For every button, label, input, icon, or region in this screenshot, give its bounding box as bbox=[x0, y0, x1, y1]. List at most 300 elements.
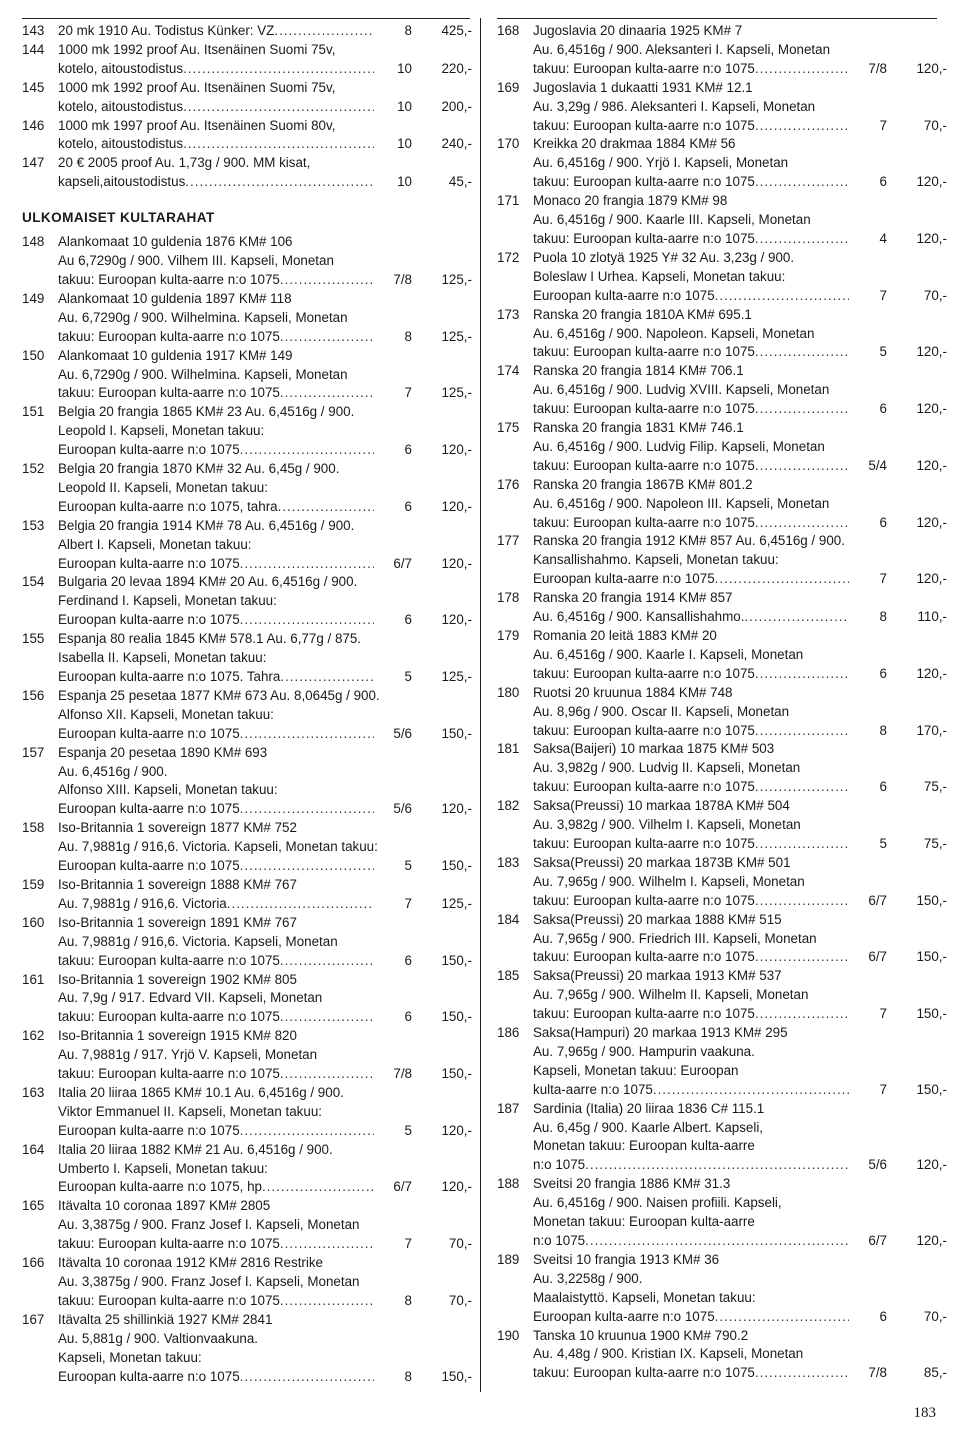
lot-line bbox=[22, 838, 472, 857]
lot-description: Euroopan kulta-aarre n:o 1075, hp bbox=[58, 1179, 262, 1195]
dot-leader bbox=[240, 1368, 374, 1387]
lot-price: 150,- bbox=[441, 1009, 472, 1025]
lot-line bbox=[22, 1160, 472, 1179]
lot-number: 160 bbox=[22, 914, 45, 930]
lot-entry bbox=[497, 627, 947, 684]
lot-line bbox=[22, 366, 472, 385]
condition-grade: 4 bbox=[879, 230, 887, 246]
lot-description: takuu: Euroopan kulta-aarre n:o 1075 bbox=[533, 1006, 755, 1022]
lot-description: Ranska 20 frangia 1914 KM# 857 bbox=[533, 590, 733, 606]
lot-entry bbox=[497, 192, 947, 249]
lot-line bbox=[22, 1065, 472, 1084]
dot-leader bbox=[280, 384, 374, 403]
lot-line bbox=[22, 1008, 472, 1027]
lot-line bbox=[497, 854, 947, 873]
lot-price: 85,- bbox=[923, 1365, 947, 1381]
lot-description: Espanja 25 pesetaa 1877 KM# 673 Au. 8,0645g / 900. bbox=[58, 687, 380, 703]
lot-description: Monetan takuu: Euroopan kulta-aarre bbox=[533, 1214, 755, 1230]
lot-description: Saksa(Baijeri) 10 markaa 1875 KM# 503 bbox=[533, 741, 775, 757]
lot-price: 120,- bbox=[916, 174, 947, 190]
lot-line bbox=[497, 778, 947, 797]
lot-entry bbox=[497, 1175, 947, 1251]
dot-leader bbox=[240, 800, 374, 819]
lot-line bbox=[22, 1273, 472, 1292]
lot-number: 167 bbox=[22, 1311, 45, 1327]
lot-line bbox=[22, 1103, 472, 1122]
lot-entry bbox=[497, 911, 947, 968]
lot-description: Euroopan kulta-aarre n:o 1075 bbox=[58, 612, 240, 628]
lot-description: Au. 6,4516g / 900. Aleksanteri I. Kapseli, Monetan bbox=[533, 41, 831, 57]
lot-description: n:o 1075 bbox=[533, 1157, 586, 1173]
lot-price: 75,- bbox=[923, 779, 947, 795]
lot-description: Au. 7,965g / 900. Friedrich III. Kapseli, Monetan bbox=[533, 930, 817, 946]
lot-description: 1000 mk 1997 proof Au. Itsenäinen Suomi 80v, bbox=[58, 117, 336, 133]
lot-price: 120,- bbox=[441, 555, 472, 571]
lot-line bbox=[22, 1197, 472, 1216]
lot-line bbox=[22, 309, 472, 328]
lot-line bbox=[22, 41, 472, 60]
lot-number: 166 bbox=[22, 1255, 45, 1271]
dot-leader bbox=[744, 608, 849, 627]
lot-description: Ranska 20 frangia 1814 KM# 706.1 bbox=[533, 363, 744, 379]
lot-description: Alankomaat 10 guldenia 1917 KM# 149 bbox=[58, 347, 293, 363]
lot-number: 146 bbox=[22, 117, 45, 133]
lot-line bbox=[497, 1062, 947, 1081]
lot-description: takuu: Euroopan kulta-aarre n:o 1075 bbox=[58, 952, 280, 968]
condition-grade: 6/7 bbox=[393, 1179, 412, 1195]
lot-number: 153 bbox=[22, 517, 45, 533]
lot-line bbox=[497, 41, 947, 60]
lot-description: Au. 6,4516g / 900. Kaarle I. Kapseli, Monetan bbox=[533, 646, 804, 662]
condition-grade: 7 bbox=[879, 1006, 887, 1022]
lot-line bbox=[22, 1254, 472, 1273]
lot-line bbox=[22, 22, 472, 41]
lot-description: takuu: Euroopan kulta-aarre n:o 1075 bbox=[58, 328, 280, 344]
lot-line bbox=[22, 479, 472, 498]
lot-line bbox=[497, 967, 947, 986]
lot-description: Iso-Britannia 1 sovereign 1877 KM# 752 bbox=[58, 820, 297, 836]
lot-line bbox=[497, 1119, 947, 1138]
condition-grade: 8 bbox=[404, 23, 412, 38]
lot-description: takuu: Euroopan kulta-aarre n:o 1075 bbox=[533, 174, 755, 190]
lot-description: Sveitsi 20 frangia 1886 KM# 31.3 bbox=[533, 1176, 731, 1192]
lot-line bbox=[497, 1043, 947, 1062]
lot-entry bbox=[497, 306, 947, 363]
condition-grade: 7 bbox=[879, 571, 887, 587]
condition-grade: 6 bbox=[879, 665, 887, 681]
lot-number: 186 bbox=[497, 1025, 520, 1041]
condition-grade: 5/6 bbox=[868, 1157, 887, 1173]
lot-line bbox=[22, 668, 472, 687]
condition-grade: 6 bbox=[879, 514, 887, 530]
lot-description: Iso-Britannia 1 sovereign 1915 KM# 820 bbox=[58, 1028, 297, 1044]
lot-line bbox=[22, 79, 472, 98]
lot-line bbox=[22, 441, 472, 460]
condition-grade: 7 bbox=[879, 1081, 887, 1097]
lot-line bbox=[497, 287, 947, 306]
lot-number: 189 bbox=[497, 1251, 520, 1267]
lot-line bbox=[497, 1194, 947, 1213]
lot-line bbox=[22, 592, 472, 611]
lot-price: 120,- bbox=[916, 571, 947, 587]
dot-leader bbox=[240, 611, 374, 630]
lot-price: 70,- bbox=[923, 117, 947, 133]
lot-description: Au. 6,4516g / 900. Ludvig XVIII. Kapseli, Monetan bbox=[533, 382, 830, 398]
dot-leader bbox=[280, 1235, 374, 1254]
lot-price: 120,- bbox=[916, 401, 947, 417]
lot-entry bbox=[22, 914, 472, 971]
lot-number: 172 bbox=[497, 249, 520, 265]
lot-price: 70,- bbox=[448, 1236, 472, 1252]
catalog-column-left bbox=[22, 22, 472, 1386]
lot-description: Iso-Britannia 1 sovereign 1888 KM# 767 bbox=[58, 876, 297, 892]
lot-price: 120,- bbox=[441, 498, 472, 514]
lot-entry bbox=[22, 744, 472, 820]
lot-line bbox=[22, 687, 472, 706]
lot-price: 120,- bbox=[441, 442, 472, 458]
lot-line bbox=[22, 1368, 472, 1387]
condition-grade: 7 bbox=[404, 1236, 412, 1252]
column-divider bbox=[480, 18, 481, 1392]
condition-grade: 5 bbox=[404, 1122, 412, 1138]
lot-number: 178 bbox=[497, 590, 520, 606]
lot-number: 150 bbox=[22, 347, 45, 363]
lot-entry bbox=[22, 1254, 472, 1311]
lot-line bbox=[497, 1270, 947, 1289]
lot-line bbox=[22, 555, 472, 574]
lot-number: 170 bbox=[497, 136, 520, 152]
condition-grade: 6 bbox=[404, 1009, 412, 1025]
lot-line bbox=[22, 800, 472, 819]
lot-line bbox=[497, 98, 947, 117]
dot-leader bbox=[715, 1308, 849, 1327]
condition-grade: 6 bbox=[404, 612, 412, 628]
lot-description: takuu: Euroopan kulta-aarre n:o 1075 bbox=[58, 385, 280, 401]
lot-line bbox=[497, 1156, 947, 1175]
lot-description: Au. 7,965g / 900. Wilhelm I. Kapseli, Monetan bbox=[533, 873, 805, 889]
condition-grade: 6/7 bbox=[868, 949, 887, 965]
lot-line bbox=[22, 819, 472, 838]
lot-price: 70,- bbox=[448, 1292, 472, 1308]
lot-entry bbox=[22, 233, 472, 290]
condition-grade: 8 bbox=[404, 328, 412, 344]
lot-description: takuu: Euroopan kulta-aarre n:o 1075 bbox=[58, 271, 280, 287]
lot-description: Romania 20 leitä 1883 KM# 20 bbox=[533, 628, 717, 643]
lot-description: Au. 3,982g / 900. Vilhelm I. Kapseli, Monetan bbox=[533, 817, 801, 833]
lot-number: 151 bbox=[22, 404, 45, 420]
dot-leader bbox=[755, 173, 849, 192]
lot-line bbox=[22, 1122, 472, 1141]
condition-grade: 5 bbox=[879, 835, 887, 851]
dot-leader bbox=[262, 1178, 374, 1197]
lot-line bbox=[497, 306, 947, 325]
lot-number: 145 bbox=[22, 79, 45, 95]
lot-description: Saksa(Preussi) 10 markaa 1878A KM# 504 bbox=[533, 798, 790, 814]
lot-price: 45,- bbox=[448, 174, 472, 190]
lot-line bbox=[497, 230, 947, 249]
lot-description: Euroopan kulta-aarre n:o 1075, tahra bbox=[58, 498, 278, 514]
lot-description: Jugoslavia 1 dukaatti 1931 KM# 12.1 bbox=[533, 79, 753, 95]
lot-entry bbox=[497, 79, 947, 136]
lot-line bbox=[497, 1308, 947, 1327]
section-heading: ULKOMAISET KULTARAHAT bbox=[22, 210, 215, 226]
lot-number: 154 bbox=[22, 574, 45, 590]
lot-description: Au. 7,965g / 900. Hampurin vaakuna. bbox=[533, 1043, 755, 1059]
lot-entry bbox=[497, 532, 947, 589]
lot-line bbox=[22, 60, 472, 79]
lot-number: 168 bbox=[497, 23, 520, 38]
lot-number: 173 bbox=[497, 306, 520, 322]
condition-grade: 6 bbox=[404, 498, 412, 514]
lot-line bbox=[22, 914, 472, 933]
lot-line bbox=[497, 211, 947, 230]
lot-description: Sardinia (Italia) 20 liiraa 1836 C# 115.1 bbox=[533, 1100, 765, 1116]
condition-grade: 10 bbox=[397, 98, 412, 114]
top-rule-left bbox=[22, 18, 470, 19]
lot-description: Au. 6,4516g / 900. Napoleon. Kapseli, Monetan bbox=[533, 325, 815, 341]
lot-line bbox=[22, 971, 472, 990]
lot-description: takuu: Euroopan kulta-aarre n:o 1075 bbox=[533, 401, 755, 417]
lot-line bbox=[497, 1232, 947, 1251]
condition-grade: 10 bbox=[397, 174, 412, 190]
lot-entry bbox=[497, 419, 947, 476]
lot-line bbox=[22, 173, 472, 192]
lot-line bbox=[22, 1027, 472, 1046]
condition-grade: 10 bbox=[397, 60, 412, 76]
lot-description: Euroopan kulta-aarre n:o 1075 bbox=[58, 801, 240, 817]
lot-price: 150,- bbox=[441, 1368, 472, 1384]
lot-price: 150,- bbox=[441, 1066, 472, 1082]
lot-line bbox=[497, 79, 947, 98]
condition-grade: 7/8 bbox=[868, 1365, 887, 1381]
lot-entry bbox=[497, 1100, 947, 1176]
lot-line bbox=[497, 816, 947, 835]
lot-price: 125,- bbox=[441, 895, 472, 911]
lot-description: takuu: Euroopan kulta-aarre n:o 1075 bbox=[533, 60, 755, 76]
lot-number: 181 bbox=[497, 741, 520, 757]
lot-line bbox=[22, 1141, 472, 1160]
dot-leader bbox=[280, 328, 374, 347]
lot-description: Ranska 20 frangia 1810A KM# 695.1 bbox=[533, 306, 752, 322]
lot-number: 180 bbox=[497, 684, 520, 700]
lot-line bbox=[497, 173, 947, 192]
lot-price: 120,- bbox=[441, 1122, 472, 1138]
lot-price: 120,- bbox=[916, 1233, 947, 1248]
lot-line bbox=[497, 381, 947, 400]
lot-description: kotelo, aitoustodistus bbox=[58, 60, 184, 76]
lot-line bbox=[497, 665, 947, 684]
lot-line bbox=[22, 876, 472, 895]
lot-price: 125,- bbox=[441, 271, 472, 287]
lot-line bbox=[497, 325, 947, 344]
dot-leader bbox=[585, 1156, 849, 1175]
lot-entry bbox=[22, 573, 472, 630]
lot-description: Belgia 20 frangia 1870 KM# 32 Au. 6,45g / 900. bbox=[58, 461, 340, 477]
condition-grade: 5/4 bbox=[868, 457, 887, 473]
dot-leader bbox=[755, 400, 849, 419]
lot-line bbox=[22, 1292, 472, 1311]
dot-leader bbox=[280, 952, 374, 971]
condition-grade: 7/8 bbox=[868, 60, 887, 76]
condition-grade: 6 bbox=[879, 174, 887, 190]
lot-description: Euroopan kulta-aarre n:o 1075 bbox=[58, 725, 240, 741]
lot-price: 120,- bbox=[916, 457, 947, 473]
condition-grade: 5/6 bbox=[393, 801, 412, 817]
condition-grade: 7 bbox=[879, 117, 887, 133]
dot-leader bbox=[585, 1232, 849, 1251]
lot-description: takuu: Euroopan kulta-aarre n:o 1075 bbox=[533, 665, 755, 681]
lot-price: 120,- bbox=[916, 1157, 947, 1173]
lot-price: 150,- bbox=[916, 892, 947, 908]
lot-line bbox=[497, 514, 947, 533]
lot-entry bbox=[497, 854, 947, 911]
lot-number: 147 bbox=[22, 155, 45, 171]
lot-description: takuu: Euroopan kulta-aarre n:o 1075 bbox=[533, 949, 755, 965]
lot-line bbox=[22, 536, 472, 555]
lot-number: 162 bbox=[22, 1028, 45, 1044]
lot-entry bbox=[22, 1197, 472, 1254]
dot-leader bbox=[183, 135, 374, 154]
lot-price: 220,- bbox=[441, 60, 472, 76]
dot-leader bbox=[755, 230, 849, 249]
lot-description: Euroopan kulta-aarre n:o 1075 bbox=[58, 1122, 240, 1138]
lot-number: 190 bbox=[497, 1327, 520, 1343]
dot-leader bbox=[755, 1364, 849, 1383]
page-number: 183 bbox=[913, 1405, 936, 1421]
lot-line bbox=[497, 551, 947, 570]
lot-description: Iso-Britannia 1 sovereign 1891 KM# 767 bbox=[58, 914, 297, 930]
lot-entry bbox=[497, 476, 947, 533]
lot-line bbox=[497, 1251, 947, 1270]
lot-description: Saksa(Preussi) 20 markaa 1888 KM# 515 bbox=[533, 911, 782, 927]
lot-line bbox=[497, 135, 947, 154]
lot-line bbox=[497, 117, 947, 136]
dot-leader bbox=[280, 1292, 374, 1311]
lot-entry bbox=[22, 1311, 472, 1387]
dot-leader bbox=[755, 835, 849, 854]
lot-line bbox=[497, 495, 947, 514]
lot-description: Belgia 20 frangia 1865 KM# 23 Au. 6,4516g / 900. bbox=[58, 404, 355, 420]
lot-line bbox=[497, 532, 947, 551]
lot-line bbox=[497, 740, 947, 759]
lot-description: Kapseli, Monetan takuu: Euroopan bbox=[533, 1062, 739, 1078]
condition-grade: 5/6 bbox=[393, 725, 412, 741]
lot-description: Au. 4,48g / 900. Kristian IX. Kapseli, Monetan bbox=[533, 1346, 804, 1362]
lot-description: takuu: Euroopan kulta-aarre n:o 1075 bbox=[533, 514, 755, 530]
lot-line bbox=[22, 422, 472, 441]
lot-line bbox=[497, 22, 947, 41]
lot-description: Saksa(Hampuri) 20 markaa 1913 KM# 295 bbox=[533, 1025, 788, 1041]
lot-line bbox=[22, 895, 472, 914]
lot-description: takuu: Euroopan kulta-aarre n:o 1075 bbox=[533, 117, 755, 133]
lot-line bbox=[497, 1005, 947, 1024]
lot-description: Itävalta 10 coronaa 1897 KM# 2805 bbox=[58, 1198, 271, 1214]
lot-entry bbox=[22, 1084, 472, 1141]
lot-line bbox=[497, 684, 947, 703]
lot-description: Au. 3,3875g / 900. Franz Josef I. Kapseli, Monetan bbox=[58, 1274, 360, 1289]
lot-number: 149 bbox=[22, 290, 45, 306]
lot-number: 156 bbox=[22, 687, 45, 703]
lot-description: Ranska 20 frangia 1912 KM# 857 Au. 6,4516g / 900. bbox=[533, 533, 845, 549]
lot-price: 120,- bbox=[916, 665, 947, 681]
dot-leader bbox=[240, 441, 374, 460]
lot-description: Ranska 20 frangia 1867B KM# 801.2 bbox=[533, 476, 753, 492]
lot-description: Tanska 10 kruunua 1900 KM# 790.2 bbox=[533, 1327, 749, 1343]
lot-line bbox=[497, 1327, 947, 1346]
lot-price: 240,- bbox=[441, 136, 472, 152]
lot-line bbox=[497, 930, 947, 949]
lot-line bbox=[22, 744, 472, 763]
lot-entry bbox=[497, 1024, 947, 1100]
lot-number: 176 bbox=[497, 476, 520, 492]
lot-description: Espanja 20 pesetaa 1890 KM# 693 bbox=[58, 744, 268, 760]
lot-description: Alfonso XIII. Kapseli, Monetan takuu: bbox=[58, 782, 278, 798]
lot-description: Alankomaat 10 guldenia 1876 KM# 106 bbox=[58, 234, 293, 250]
lot-price: 120,- bbox=[916, 344, 947, 360]
lot-description: Euroopan kulta-aarre n:o 1075 bbox=[58, 858, 240, 874]
condition-grade: 6 bbox=[404, 442, 412, 458]
lot-line bbox=[22, 117, 472, 136]
condition-grade: 6 bbox=[879, 401, 887, 417]
lot-line bbox=[22, 1311, 472, 1330]
lot-number: 171 bbox=[497, 193, 520, 209]
lot-price: 125,- bbox=[441, 385, 472, 401]
lot-line bbox=[497, 457, 947, 476]
lot-description: Viktor Emmanuel II. Kapseli, Monetan takuu: bbox=[58, 1103, 322, 1119]
lot-description: takuu: Euroopan kulta-aarre n:o 1075 bbox=[533, 344, 755, 360]
lot-line bbox=[22, 1349, 472, 1368]
lot-line bbox=[22, 952, 472, 971]
lot-price: 150,- bbox=[916, 949, 947, 965]
dot-leader bbox=[755, 343, 849, 362]
lot-entry bbox=[497, 740, 947, 797]
lot-entry bbox=[497, 135, 947, 192]
lot-line bbox=[497, 154, 947, 173]
lot-number: 165 bbox=[22, 1198, 45, 1214]
lot-description: Monaco 20 frangia 1879 KM# 98 bbox=[533, 193, 728, 209]
condition-grade: 5 bbox=[879, 344, 887, 360]
condition-grade: 6 bbox=[879, 779, 887, 795]
lot-line bbox=[22, 706, 472, 725]
dot-leader bbox=[715, 287, 849, 306]
condition-grade: 6 bbox=[879, 1308, 887, 1324]
lot-line bbox=[22, 781, 472, 800]
lot-line bbox=[497, 1024, 947, 1043]
dot-leader bbox=[280, 1008, 374, 1027]
lot-number: 187 bbox=[497, 1100, 520, 1116]
lot-line bbox=[497, 438, 947, 457]
lot-description: Maalaistyttö. Kapseli, Monetan takuu: bbox=[533, 1289, 756, 1305]
lot-line bbox=[497, 627, 947, 646]
lot-number: 152 bbox=[22, 461, 45, 477]
lot-line bbox=[497, 948, 947, 967]
lot-number: 144 bbox=[22, 41, 45, 57]
lot-entry bbox=[22, 630, 472, 687]
lot-description: Au. 6,7290g / 900. Wilhelmina. Kapseli, Monetan bbox=[58, 366, 348, 382]
lot-number: 169 bbox=[497, 79, 520, 95]
dot-leader bbox=[240, 1122, 374, 1141]
lot-description: Ruotsi 20 kruunua 1884 KM# 748 bbox=[533, 684, 733, 700]
lot-line bbox=[22, 135, 472, 154]
lot-line bbox=[22, 1046, 472, 1065]
lot-number: 188 bbox=[497, 1176, 520, 1192]
condition-grade: 8 bbox=[404, 1292, 412, 1308]
lot-line bbox=[497, 400, 947, 419]
lot-entry bbox=[22, 290, 472, 347]
lot-description: Saksa(Preussi) 20 markaa 1913 KM# 537 bbox=[533, 968, 782, 984]
lot-line bbox=[497, 1175, 947, 1194]
lot-number: 184 bbox=[497, 911, 520, 927]
